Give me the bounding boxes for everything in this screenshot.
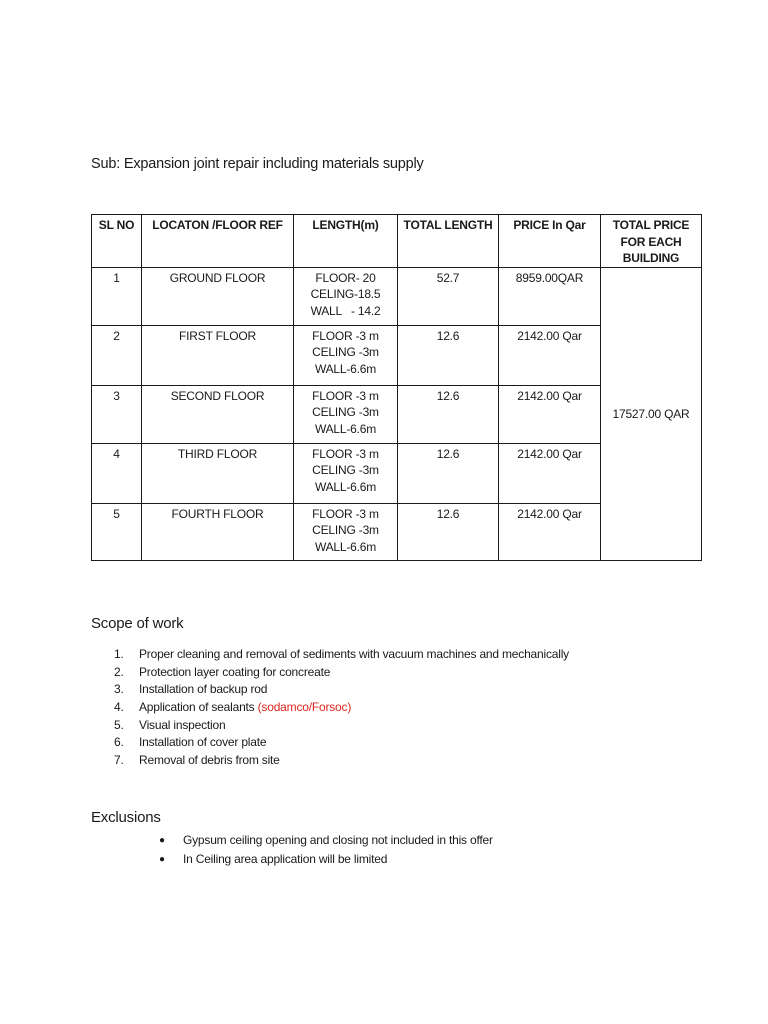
header-total-length: TOTAL LENGTH	[398, 215, 499, 268]
cell-price: 8959.00QAR	[499, 267, 601, 325]
header-length: LENGTH(m)	[294, 215, 398, 268]
cell-location: GROUND FLOOR	[142, 267, 294, 325]
length-line: CELING -3m	[312, 463, 379, 477]
list-item-text: Protection layer coating for concreate	[139, 664, 331, 679]
cell-total-length: 12.6	[398, 503, 499, 560]
cell-total-length: 12.6	[398, 325, 499, 385]
list-item	[114, 752, 569, 770]
cell-sl-no: 2	[92, 325, 142, 385]
list-item	[114, 699, 569, 717]
cell-total-length: 12.6	[398, 385, 499, 443]
length-line: FLOOR -3 m	[312, 388, 379, 403]
list-item	[159, 850, 493, 869]
header-price: PRICE In Qar	[499, 215, 601, 268]
list-item	[114, 734, 569, 752]
list-number: 1.	[114, 647, 124, 661]
cell-price: 2142.00 Qar	[499, 325, 601, 385]
exclusions-list	[159, 831, 493, 869]
length-line: CELING -3m	[312, 345, 379, 359]
length-line: FLOOR -3 m	[312, 506, 379, 521]
list-number: 4.	[114, 700, 124, 715]
table-header-row	[92, 215, 702, 268]
length-line: WALL-6.6m	[314, 361, 377, 376]
list-item	[114, 664, 569, 682]
cell-length	[294, 325, 398, 385]
cell-price: 2142.00 Qar	[499, 385, 601, 443]
header-location: LOCATON /FLOOR REF	[142, 215, 294, 268]
exclusions-heading: Exclusions	[91, 809, 161, 826]
cell-sl-no: 3	[92, 385, 142, 443]
list-item-text: In Ceiling area application will be limited	[183, 852, 388, 866]
list-item	[114, 681, 569, 699]
cell-length	[294, 267, 398, 325]
length-line: WALL-6.6m	[314, 421, 377, 436]
cell-building-total: 17527.00 QAR	[601, 267, 702, 560]
cell-price: 2142.00 Qar	[499, 503, 601, 560]
table-row	[92, 267, 702, 325]
list-item-text: Proper cleaning and removal of sediments with vacuum machines and mechanically	[139, 647, 569, 661]
list-item-text: Visual inspection	[139, 717, 226, 732]
cell-sl-no: 1	[92, 267, 142, 325]
length-line: FLOOR -3 m	[312, 328, 379, 343]
length-line: CELING -3m	[312, 405, 379, 419]
scope-heading: Scope of work	[91, 615, 184, 632]
list-item-text: Removal of debris from site	[139, 753, 280, 768]
list-item-text: Installation of cover plate	[139, 735, 267, 750]
bullet-icon: ●	[159, 835, 165, 846]
list-item-text: Gypsum ceiling opening and closing not included in this offer	[183, 833, 493, 847]
cell-location: FOURTH FLOOR	[142, 503, 294, 560]
length-line: WALL-6.6m	[314, 479, 377, 494]
length-line: WALL - 14.2	[310, 303, 381, 318]
list-item	[114, 717, 569, 735]
cell-price: 2142.00 Qar	[499, 443, 601, 503]
cell-sl-no: 4	[92, 443, 142, 503]
list-item	[159, 831, 493, 850]
cell-location: FIRST FLOOR	[142, 325, 294, 385]
list-number: 5.	[114, 717, 124, 732]
cell-length	[294, 443, 398, 503]
list-number: 6.	[114, 735, 124, 750]
list-item	[114, 646, 569, 664]
length-line: FLOOR -3 m	[312, 446, 379, 461]
cell-sl-no: 5	[92, 503, 142, 560]
length-line: CELING-18.5	[310, 287, 381, 301]
list-item-text: Installation of backup rod	[139, 682, 268, 697]
cell-location: THIRD FLOOR	[142, 443, 294, 503]
cell-total-length: 12.6	[398, 443, 499, 503]
sealant-brand-highlight: (sodamco/Forsoc)	[257, 700, 352, 715]
cell-length	[294, 503, 398, 560]
header-sl-no: SL NO	[92, 215, 142, 268]
list-number: 3.	[114, 682, 124, 697]
cell-length	[294, 385, 398, 443]
list-item-text: Application of sealants	[139, 700, 258, 715]
header-total-price: TOTAL PRICE FOR EACH BUILDING	[601, 215, 702, 268]
cell-total-length: 52.7	[398, 267, 499, 325]
cell-location: SECOND FLOOR	[142, 385, 294, 443]
length-line: WALL-6.6m	[314, 539, 377, 554]
list-number: 7.	[114, 753, 124, 768]
pricing-table	[91, 214, 702, 561]
list-number: 2.	[114, 664, 124, 679]
length-line: FLOOR- 20	[315, 270, 376, 285]
length-line: CELING -3m	[312, 523, 379, 537]
scope-list	[114, 646, 569, 770]
subject-line: Sub: Expansion joint repair including materials supply	[91, 156, 424, 172]
bullet-icon: ●	[159, 854, 165, 865]
